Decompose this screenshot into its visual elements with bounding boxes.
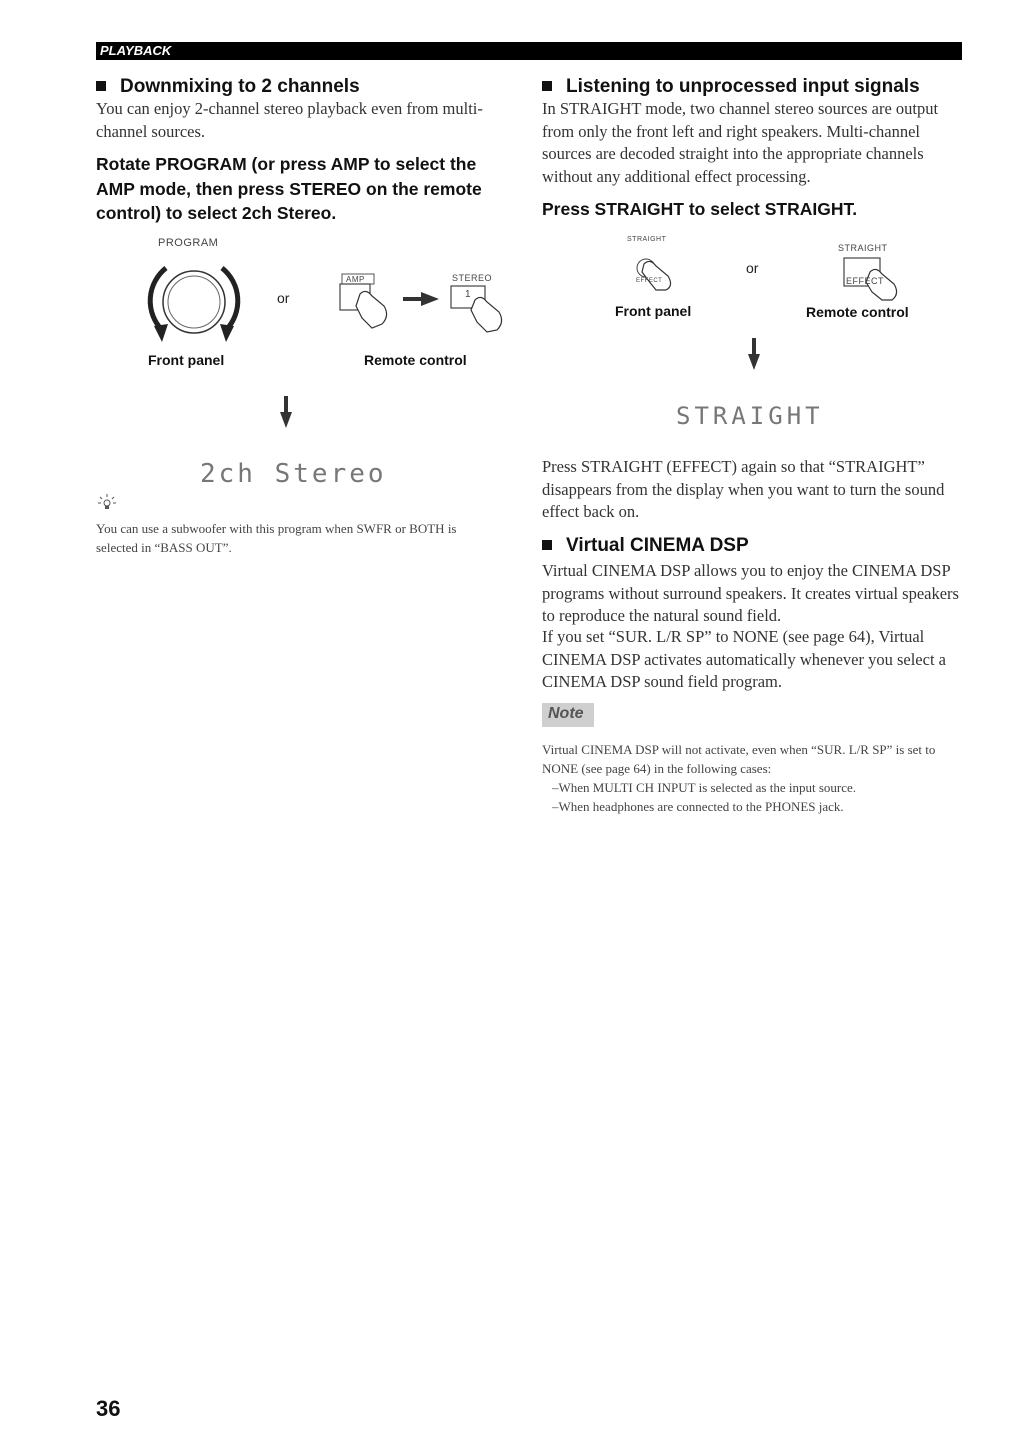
right-or-text: or [746, 260, 759, 276]
section-label: PLAYBACK [100, 43, 172, 58]
downmix-instruction: Rotate PROGRAM (or press AMP to select the AMP mode, then press STEREO on the remote control) to select 2ch Stereo. [96, 154, 482, 223]
stereo-key-number: 1 [465, 289, 472, 300]
tip-text: You can use a subwoofer with this program when SWFR or BOTH is selected in “BASS OUT”. [96, 521, 457, 555]
downmix-heading: Downmixing to 2 channels [96, 75, 360, 99]
unprocessed-intro: In STRAIGHT mode, two channel stereo sources are output from only the front left and right speakers. Multi-channel sources are decoded straight into the appropriate channels without any additional effect processing. [542, 99, 939, 186]
section-header-bar [96, 42, 962, 60]
panel-effect-label: EFFECT [636, 278, 663, 284]
left-or-text: or [277, 290, 290, 306]
program-knob-icon [140, 252, 248, 352]
note-item: –When headphones are connected to the PHONES jack. [552, 799, 844, 814]
stereo-key-icon [449, 284, 511, 334]
right-display-readout: STRAIGHT [676, 402, 824, 430]
left-front-panel-caption: Front panel [148, 352, 225, 368]
down-arrow-icon [748, 338, 760, 370]
panel-straight-button-icon [634, 250, 694, 292]
virtual-cinema-p2: If you set “SUR. L/R SP” to NONE (see page 64), Virtual CINEMA DSP activates automatically whenever you select a CINEMA DSP sound field program. [542, 627, 946, 691]
amp-key-label: AMP [346, 275, 365, 284]
stereo-key-label: STEREO [452, 273, 493, 283]
virtual-cinema-heading: Virtual CINEMA DSP [542, 534, 749, 558]
page-number: 36 [96, 1396, 121, 1421]
tip-icon [96, 492, 118, 510]
right-arrow-icon [403, 292, 441, 306]
unprocessed-heading: Listening to unprocessed input signals [542, 75, 920, 99]
left-display-readout: 2ch Stereo [200, 459, 387, 489]
left-remote-control-caption: Remote control [364, 352, 467, 368]
note-label: Note [548, 705, 584, 722]
note-badge [542, 703, 594, 727]
straight-instruction: Press STRAIGHT to select STRAIGHT. [542, 199, 858, 219]
virtual-cinema-p1: Virtual CINEMA DSP allows you to enjoy the CINEMA DSP programs without surround speakers. It creates virtual speakers to reproduce the natural sound field. [542, 561, 959, 625]
right-front-panel-caption: Front panel [615, 303, 692, 319]
note-item: –When MULTI CH INPUT is selected as the input source. [552, 780, 857, 795]
panel-straight-label: STRAIGHT [627, 236, 667, 243]
downmix-intro: You can enjoy 2-channel stereo playback even from multi-channel sources. [96, 99, 483, 141]
note-main: Virtual CINEMA DSP will not activate, even when “SUR. L/R SP” is set to NONE (see page 64) in the following cases: [542, 742, 936, 776]
program-label: PROGRAM [158, 237, 219, 249]
right-remote-control-caption: Remote control [806, 304, 909, 320]
straight-off-text: Press STRAIGHT (EFFECT) again so that “STRAIGHT” disappears from the display when you want to turn the sound effect back on. [542, 457, 945, 521]
remote-straight-label: STRAIGHT [838, 243, 888, 253]
down-arrow-icon [280, 396, 292, 428]
remote-effect-label: EFFECT [846, 276, 884, 286]
